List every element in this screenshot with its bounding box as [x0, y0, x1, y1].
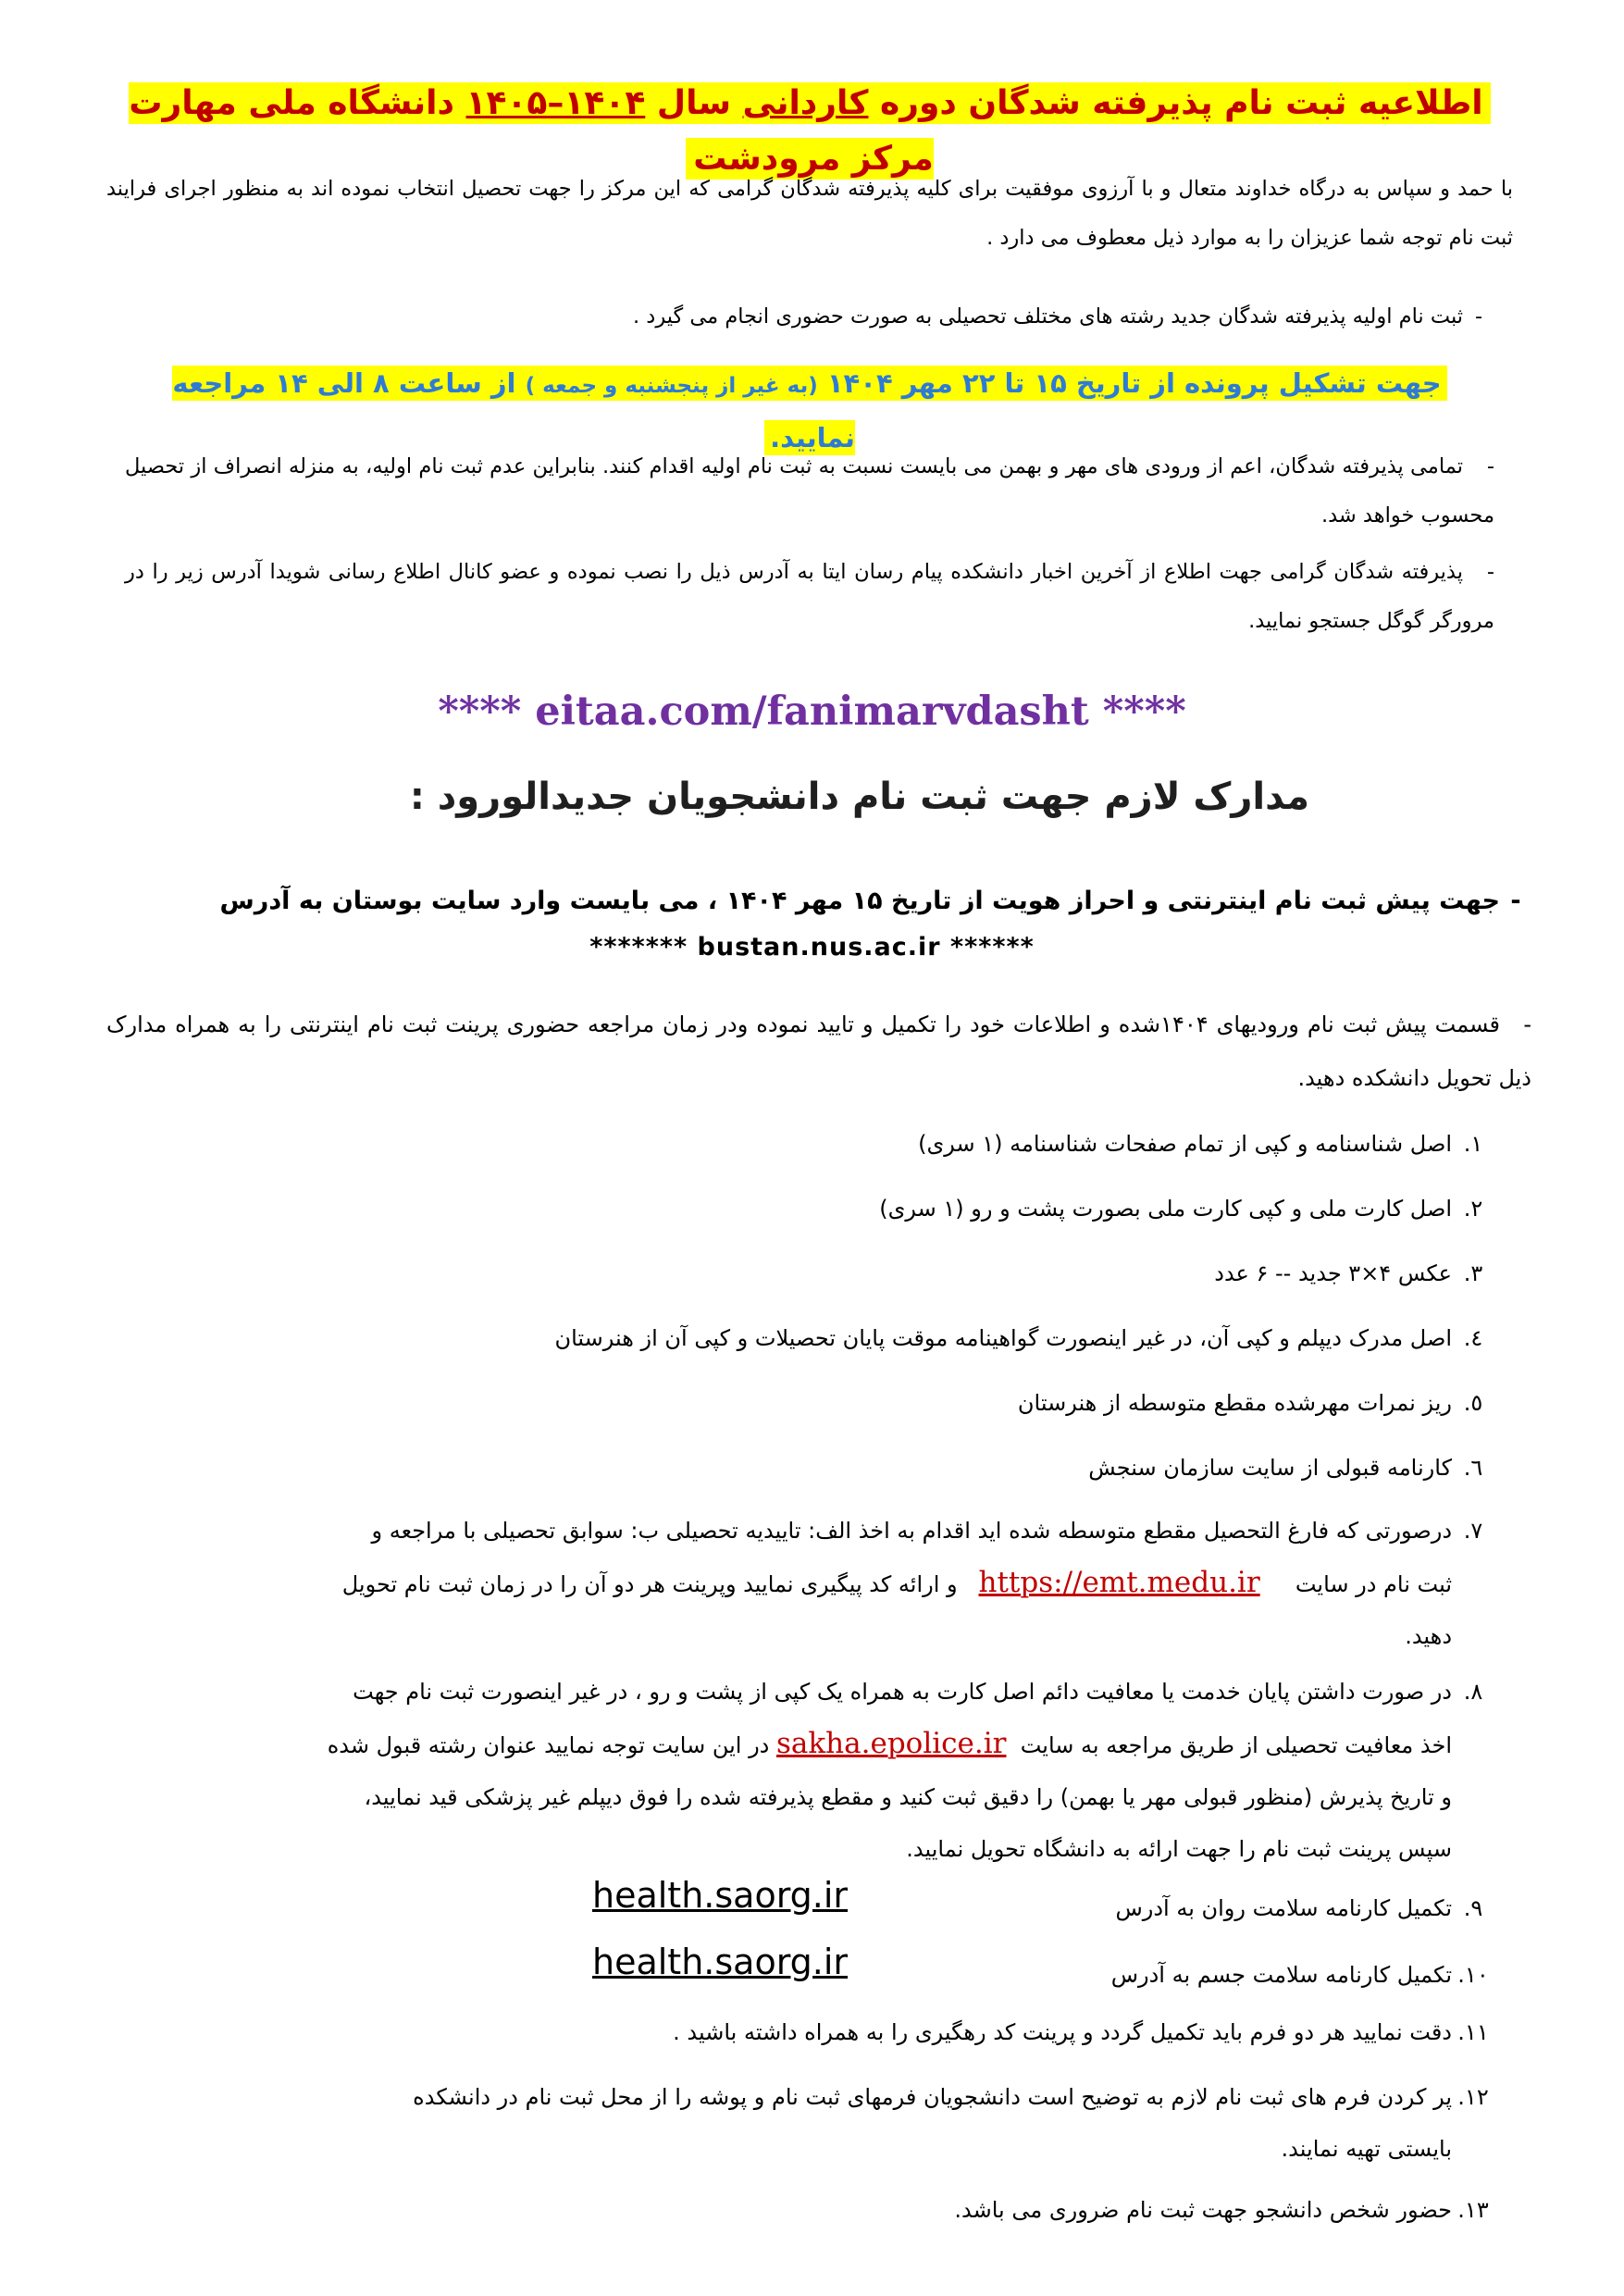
bullet-eitaa-text: پذیرفته شدگان گرامی جهت اطلاع از آخرین اخبار دانشکده پیام رسان ایتا به آدرس ذیل را نصب نموده و عضو کانال اطلاع رسانی شویدا آدرس زیر را در مرورگر گوگل جستجو نمایید.: [125, 560, 1494, 633]
doc-item-8: [125, 1666, 1494, 1875]
bullet-all-admitted: [125, 442, 1494, 540]
item-text: تکمیل کارنامه سلامت جسم به آدرس: [1110, 1962, 1452, 1988]
bullet-dash: -: [1523, 1011, 1532, 1037]
item-text: دقت نمایید هر دو فرم باید تکمیل گردد و پرینت کد رهگیری را به همراه داشته باشید .: [673, 2019, 1452, 2045]
item-text: تکمیل کارنامه سلامت روان به آدرس: [1115, 1895, 1452, 1921]
doc-item-7: [125, 1505, 1494, 1662]
item8-line1: [125, 1666, 1494, 1718]
health-saorg-link-2[interactable]: health.saorg.ir: [592, 1942, 849, 1982]
bullet-eitaa: [125, 548, 1494, 646]
bullet-in-person: [125, 292, 1494, 341]
title-part3: دانشگاه ملی مهارت مرکز مرودشت: [129, 84, 934, 178]
item-text: در صورت داشتن پایان خدمت یا معافیت دائم اصل کارت به همراه یک کپی از پشت و رو ، در غیر اینصورت ثبت نام جهت: [353, 1679, 1452, 1705]
item-number: ۹.: [1463, 1895, 1483, 1921]
doc-item-5: [125, 1377, 1494, 1429]
item-number: ٦.: [1463, 1455, 1483, 1481]
bullet-dash: -: [1510, 887, 1521, 915]
item-text: پر کردن فرم های ثبت نام لازم به توضیح است دانشجویان فرمهای ثبت نام و پوشه را از محل ثبت نام در دانشکده: [413, 2084, 1452, 2110]
item-number: ۳.: [1463, 1260, 1483, 1286]
bullet-dash: -: [1486, 560, 1494, 584]
title-years: ۱۴۰۴–۱۴۰۵: [465, 84, 646, 122]
title-underlined: کاردانی: [742, 84, 869, 122]
item-number: ٥.: [1463, 1390, 1483, 1416]
item7-line2: [125, 1557, 1494, 1610]
preregistration-paragraph: [106, 998, 1531, 1105]
item-text: کارنامه قبولی از سایت سازمان سنجش: [1088, 1455, 1452, 1481]
item12-line1: [125, 2071, 1494, 2123]
item-text: در این سایت توجه نمایید عنوان رشته قبول شده: [327, 1732, 770, 1758]
bustan-bullet: [106, 874, 1531, 929]
item8-line4: سپس پرینت ثبت نام را جهت ارائه به دانشگاه تحویل نمایید.: [906, 1836, 1452, 1862]
item-text: اصل مدرک دیپلم و کپی آن، در غیر اینصورت گواهینامه موقت پایان تحصیلات و کپی آن از هنرستان: [554, 1325, 1452, 1351]
doc-item-3: [125, 1247, 1494, 1299]
title-part1: اطلاعیه ثبت نام پذیرفته شدگان دوره: [868, 84, 1483, 122]
item-text: و ارائه کد پیگیری نمایید وپرینت هر دو آن را در زمان ثبت نام تحویل: [341, 1571, 958, 1597]
item7-line1: [125, 1505, 1494, 1557]
doc-item-4: [125, 1312, 1494, 1364]
health-saorg-link-1[interactable]: health.saorg.ir: [592, 1875, 849, 1916]
item8-line3: و تاریخ پذیرش (منظور قبولی مهر یا بهمن) را دقیق ثبت کنید و مقطع پذیرفته شده را فوق دیپلم غیر پزشکی قید نمایید،: [364, 1784, 1452, 1810]
intro-paragraph: با حمد و سپاس به درگاه خداوند متعال و با آرزوی موفقیت برای کلیه پذیرفته شدگان گرامی که این مرکز را جهت تحصیل انتخاب نموده اند به منظور اجرای فرایند ثبت نام توجه شما عزیزان را به موارد ذیل معطوف می دارد .: [106, 177, 1513, 250]
item-text: ثبت نام در سایت: [1295, 1571, 1452, 1597]
item12-line2: بایستی تهیه نمایند.: [1281, 2136, 1452, 2162]
bullet-all-admitted-text: تمامی پذیرفته شدگان، اعم از ورودی های مهر و بهمن می بایست نسبت به ثبت نام اولیه اقدام کنند. بنابراین عدم ثبت نام اولیه، به منزله انصراف از تحصیل محسوب خواهد شد.: [125, 454, 1494, 527]
bustan-bullet-text: جهت پیش ثبت نام اینترنتی و احراز هویت از تاریخ ۱۵ مهر ۱۴۰۴ ، می بایست وارد سایت بوستان به آدرس: [219, 887, 1500, 915]
item-number: ۲.: [1463, 1196, 1483, 1222]
bullet-dash: -: [1486, 454, 1494, 478]
item-text: اخذ معافیت تحصیلی از طریق مراجعه به سایت: [1020, 1732, 1452, 1758]
doc-item-6: [125, 1442, 1494, 1494]
item-text: حضور شخص دانشجو جهت ثبت نام ضروری می باشد.: [954, 2197, 1452, 2223]
item-text: عکس ۴×۳ جدید -- ۶ عدد: [1214, 1260, 1452, 1286]
notice-small: (به غیر از پنجشنبه و جمعه ): [525, 374, 818, 398]
item-number: ۱۱.: [1457, 2019, 1489, 2045]
doc-item-13: [125, 2184, 1494, 2236]
item-number: ۸.: [1463, 1679, 1483, 1705]
item-number: ۱۲.: [1457, 2084, 1489, 2110]
bullet-dash: -: [1474, 304, 1483, 329]
item-text: اصل کارت ملی و کپی کارت ملی بصورت پشت و رو (۱ سری): [879, 1196, 1452, 1222]
item-number: ۱۳.: [1457, 2197, 1489, 2223]
doc-item-2: [125, 1183, 1494, 1235]
item-number: ٤.: [1463, 1325, 1483, 1351]
documents-heading: مدارک لازم جهت ثبت نام دانشجویان جدیدالورود :: [409, 776, 1309, 818]
notice-part2: از ساعت ۸ الی ۱۴ مراجعه نمایید.: [172, 367, 855, 453]
bustan-link[interactable]: ******* bustan.nus.ac.ir ******: [589, 933, 1035, 962]
notice-part1: جهت تشکیل پرونده از تاریخ ۱۵ تا ۲۲ مهر ۱۴۰۴: [817, 367, 1442, 399]
doc-item-11: [125, 2006, 1494, 2058]
bullet-in-person-text: ثبت نام اولیه پذیرفته شدگان جدید رشته های مختلف تحصیلی به صورت حضوری انجام می گیرد .: [633, 304, 1463, 329]
emt-medu-link[interactable]: https://emt.medu.ir: [978, 1566, 1260, 1599]
title-part2: سال: [645, 84, 743, 122]
preregistration-text: قسمت پیش ثبت نام ورودیهای ۱۴۰۴شده و اطلاعات خود را تکمیل و تایید نموده ودر زمان مراجعه حضوری پرینت ثبت نام اینترنتی را به همراه مدارک ذیل تحویل دانشکده دهید.: [106, 1011, 1531, 1091]
item-text: اصل شناسنامه و کپی از تمام صفحات شناسنامه (۱ سری): [918, 1131, 1452, 1157]
item-number: ۷.: [1463, 1518, 1483, 1544]
sakha-epolice-link[interactable]: sakha.epolice.ir: [776, 1727, 1007, 1760]
eitaa-link[interactable]: **** eitaa.com/fanimarvdasht ****: [438, 689, 1186, 735]
item-number: ۱.: [1463, 1131, 1483, 1157]
item7-line3: دهید.: [1405, 1623, 1452, 1649]
item-text: درصورتی که فارغ التحصیل مقطع متوسطه شده اید اقدام به اخذ الف: تاییدیه تحصیلی ب: سوابق تحصیلی با مراجعه و: [371, 1518, 1452, 1544]
doc-item-12: [125, 2071, 1494, 2175]
item8-line2: [125, 1718, 1494, 1771]
item-number: ۱۰.: [1457, 1962, 1489, 1988]
item-text: ریز نمرات مهرشده مقطع متوسطه از هنرستان: [1017, 1390, 1452, 1416]
doc-item-1: [125, 1118, 1494, 1170]
